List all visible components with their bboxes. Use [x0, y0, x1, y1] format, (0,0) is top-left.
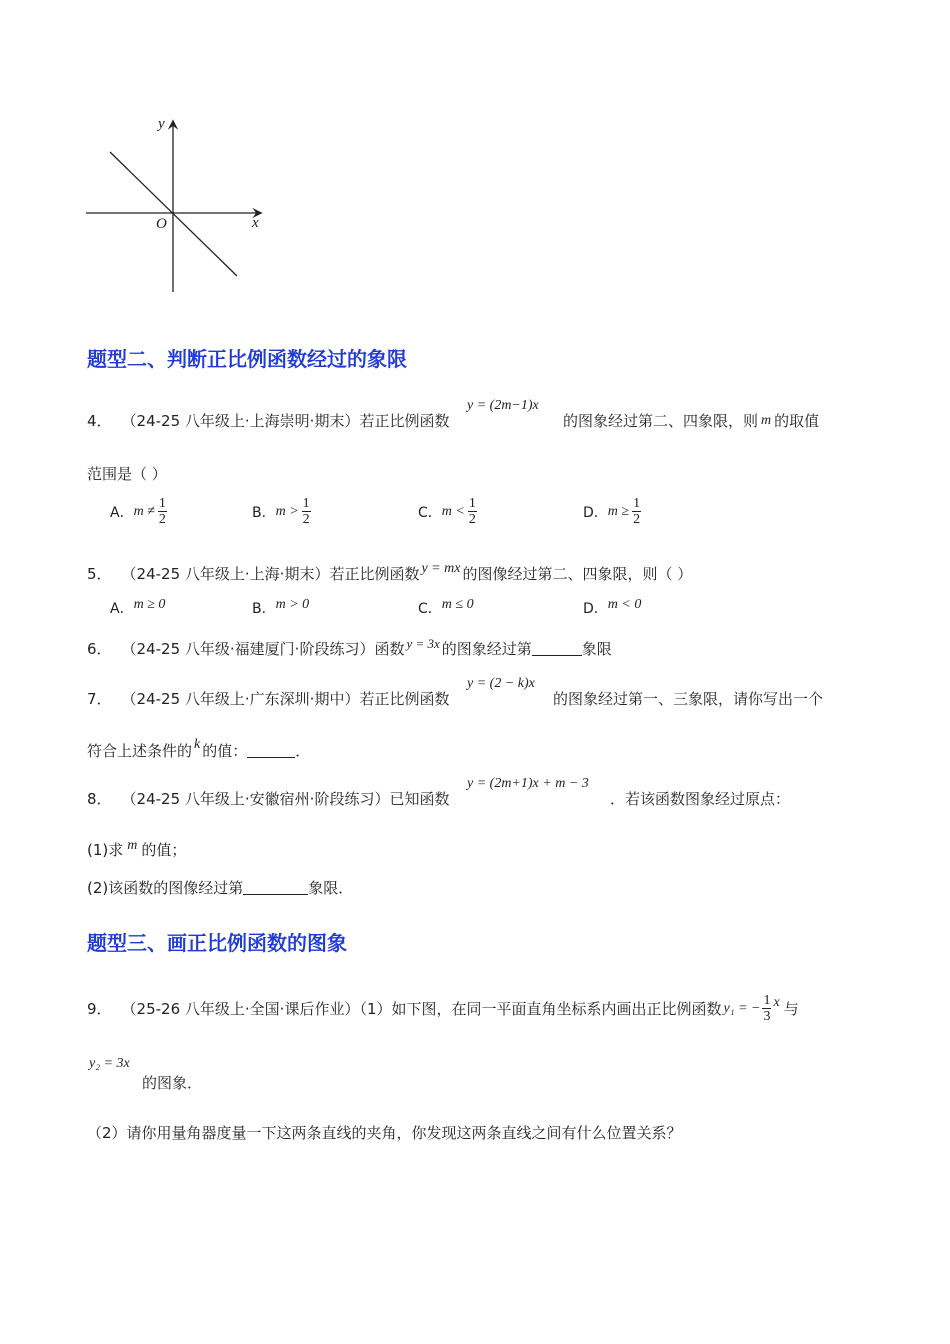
- numerator: 1: [158, 496, 166, 511]
- option-label: C．: [418, 504, 442, 521]
- answer-blank[interactable]: [243, 880, 308, 895]
- option-expr: m ≤ 0: [441, 597, 474, 612]
- formula-lhs: y₁ = −: [723, 1000, 761, 1016]
- option-label: B．: [252, 601, 276, 617]
- option-expr: m < 0: [607, 597, 642, 612]
- question-8-line-1: [87, 788, 449, 809]
- option-d[interactable]: [583, 598, 641, 618]
- question-7-line-2: [87, 736, 311, 761]
- fraction: [632, 496, 641, 527]
- question-text: 的取值: [774, 412, 820, 430]
- formula: y = mx: [421, 560, 461, 576]
- answer-blank[interactable]: [532, 641, 582, 656]
- answer-blank[interactable]: [247, 743, 295, 758]
- fraction: [468, 496, 477, 527]
- question-9-part-2: （2）请你用量角器度量一下这两条直线的夹角，你发现这两条直线之间有什么位置关系？: [87, 1124, 682, 1142]
- numerator: 1: [302, 496, 310, 511]
- question-text: 的值；: [141, 841, 187, 859]
- question-number: 9．: [87, 1000, 112, 1018]
- question-source: （24-25 八年级上·广东深圳·期中）若正比例函数: [121, 690, 450, 708]
- question-text: 的图象经过第一、三象限，请你写出一个: [553, 690, 824, 708]
- question-source: （24-25 八年级上·上海崇明·期末）若正比例函数: [121, 412, 450, 430]
- question-text: 的图像经过第二、四象限，则（ ）: [462, 565, 693, 583]
- question-text: 象限: [581, 640, 612, 658]
- question-text: 象限．: [308, 879, 354, 897]
- question-text: 的图象经过第二、四象限，则: [563, 412, 759, 430]
- question-text: (2)该函数的图像经过第: [87, 879, 244, 897]
- question-number: 5．: [87, 565, 112, 583]
- denominator: 2: [302, 512, 310, 527]
- option-c[interactable]: [418, 496, 477, 527]
- option-expr: m > 0: [275, 597, 310, 612]
- question-source: （24-25 八年级上·安徽宿州·阶段练习）已知函数: [121, 790, 450, 808]
- option-label: D．: [583, 504, 608, 521]
- numerator: 1: [763, 993, 771, 1008]
- variable: k: [194, 736, 201, 752]
- option-b[interactable]: [252, 598, 309, 618]
- option-a[interactable]: [110, 598, 165, 618]
- formula: y = 3x: [406, 635, 440, 651]
- question-text: (1)求: [87, 841, 124, 859]
- question-number: 4．: [87, 412, 112, 430]
- option-expr: m <: [441, 503, 465, 519]
- question-5-line-1: [87, 560, 693, 584]
- question-text: 的值：: [202, 742, 248, 760]
- section-heading-3: 题型三、画正比例函数的图象: [87, 931, 347, 955]
- formula-y2: y₂ = 3x: [89, 1056, 130, 1071]
- question-text: ．若该函数图象经过原点：: [610, 790, 791, 808]
- y-axis-label: y: [158, 116, 165, 132]
- option-expr: m ≥ 0: [133, 597, 166, 612]
- section-heading-2: 题型二、判断正比例函数经过的象限: [87, 347, 407, 371]
- question-number: 8．: [87, 790, 112, 808]
- formula: y = (2 − k)x: [467, 676, 535, 691]
- fraction: [158, 496, 167, 527]
- formula-y1: [724, 993, 780, 1024]
- question-text: 符合上述条件的: [87, 742, 193, 760]
- option-expr: m ≥: [607, 503, 630, 519]
- denominator: 2: [468, 512, 476, 527]
- question-4-line-1-rest: [563, 410, 819, 431]
- option-label: D．: [583, 601, 608, 617]
- option-c[interactable]: [418, 598, 474, 618]
- question-7-line-1: [87, 688, 449, 709]
- numerator: 1: [633, 496, 641, 511]
- variable: x: [773, 994, 780, 1010]
- question-6: [87, 635, 612, 659]
- question-text: 的图象经过第: [441, 640, 532, 658]
- option-expr: m ≠: [133, 503, 155, 519]
- question-source: （24-25 八年级·福建厦门·阶段练习）函数: [121, 640, 405, 658]
- option-expr: m >: [275, 503, 299, 519]
- numerator: 1: [468, 496, 476, 511]
- fraction: [302, 496, 311, 527]
- question-8-sub-1: [87, 839, 186, 860]
- option-label: C．: [418, 601, 442, 617]
- option-label: A．: [110, 601, 134, 617]
- x-axis-label: x: [252, 215, 259, 231]
- option-a[interactable]: [110, 496, 167, 527]
- coordinate-graph: [80, 110, 280, 300]
- denominator: 2: [633, 512, 641, 527]
- denominator: 3: [763, 1009, 771, 1024]
- option-label: A．: [110, 504, 134, 521]
- question-number: 7．: [87, 690, 112, 708]
- question-source: （24-25 八年级上·上海·期末）若正比例函数: [121, 565, 420, 583]
- question-text: 的图象．: [142, 1074, 203, 1092]
- option-b[interactable]: [252, 496, 311, 527]
- origin-label: O: [156, 216, 167, 232]
- variable: m: [127, 837, 138, 853]
- denominator: 2: [158, 512, 166, 527]
- question-text: 与: [783, 1000, 799, 1018]
- fraction: [762, 993, 771, 1024]
- question-4-line-2: 范围是（ ）: [87, 465, 167, 483]
- question-number: 6．: [87, 640, 112, 658]
- question-9-line-1: [87, 993, 799, 1024]
- variable: m: [761, 412, 772, 428]
- option-d[interactable]: [583, 496, 641, 527]
- question-8-sub-2: [87, 877, 353, 898]
- formula: y = (2m−1)x: [467, 398, 539, 413]
- formula: y = (2m+1)x + m − 3: [467, 776, 589, 791]
- question-source: （25-26 八年级上·全国·课后作业）（1）如下图，在同一平面直角坐标系内画出正比例函数: [121, 1000, 722, 1018]
- question-text: ．: [295, 742, 311, 760]
- question-4-line-1: [87, 410, 449, 431]
- option-label: B．: [252, 504, 276, 521]
